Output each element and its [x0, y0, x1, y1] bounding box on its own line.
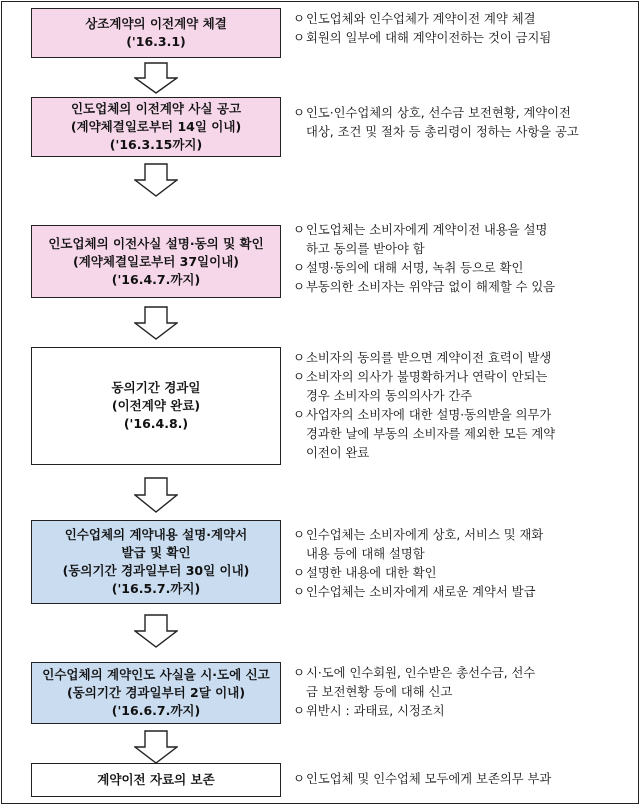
- note-line: 위반시 : 과태료, 시정조치: [306, 704, 445, 718]
- step-4-notes: [293, 349, 633, 463]
- step-7-line-1: 계약이전 자료의 보존: [97, 772, 215, 787]
- step-5-note-1: [293, 526, 633, 564]
- note-line: 하고 동의를 받아야 함: [306, 242, 425, 256]
- step-5-line-1: 인수업체의 계약내용 설명·계약서: [64, 527, 248, 542]
- step-7-box: [31, 763, 281, 797]
- note-line: 설명한 내용에 대한 확인: [306, 566, 437, 580]
- step-5-notes: [293, 526, 633, 602]
- step-3-note-1: [293, 221, 633, 259]
- step-1-note-2: [293, 29, 633, 48]
- circle-bullet-icon: ㅇ: [293, 408, 305, 422]
- step-6-note-2: [293, 702, 633, 721]
- step-2-line-1: 인도업체의 이전계약 사실 공고: [70, 101, 242, 116]
- step-2-note-1: [293, 104, 633, 142]
- note-line: 인도·인수업체의 상호, 선수금 보전현황, 계약이전: [306, 106, 571, 120]
- step-5-line-2: 발급 및 확인: [121, 545, 191, 560]
- note-line: 경우 소비자의 동의의사가 간주: [306, 389, 473, 403]
- step-1-line-2: ('16.3.1): [126, 34, 186, 49]
- step-7-note-1: [293, 770, 633, 789]
- circle-bullet-icon: ㅇ: [293, 223, 305, 237]
- note-line: 인도업체 및 인수업체 모두에게 보존의무 부과: [306, 772, 552, 786]
- step-2-box: [31, 97, 281, 157]
- step-6-line-1: 인수업체의 계약인도 사실을 시·도에 신고: [42, 667, 270, 682]
- circle-bullet-icon: ㅇ: [293, 280, 305, 294]
- circle-bullet-icon: ㅇ: [293, 666, 305, 680]
- step-2-notes: [293, 104, 633, 142]
- step-3-box: [31, 225, 281, 298]
- circle-bullet-icon: ㅇ: [293, 261, 305, 275]
- step-2-line-3: ('16.3.15까지): [109, 137, 203, 152]
- step-3-notes: [293, 221, 633, 297]
- step-4-note-2: [293, 368, 633, 406]
- note-line: 인도업체는 소비자에게 계약이전 내용을 설명: [306, 223, 548, 237]
- down-arrow-icon: [134, 477, 178, 513]
- note-line: 소비자의 의사가 불명확하거나 연락이 안되는: [306, 370, 548, 384]
- note-line: 소비자의 동의를 받으면 계약이전 효력이 발생: [306, 351, 552, 365]
- step-5-line-4: ('16.5.7.까지): [111, 581, 201, 596]
- step-3-line-1: 인도업체의 이전사실 설명·동의 및 확인: [48, 235, 264, 251]
- circle-bullet-icon: ㅇ: [293, 566, 305, 580]
- step-4-note-3: [293, 406, 633, 463]
- circle-bullet-icon: ㅇ: [293, 528, 305, 542]
- note-line: 이전이 완료: [306, 446, 370, 460]
- note-line: 내용 등에 대해 설명함: [306, 547, 425, 561]
- step-6-box: [31, 662, 281, 724]
- note-line: 인수업체는 소비자에게 상호, 서비스 및 재화: [306, 528, 544, 542]
- circle-bullet-icon: ㅇ: [293, 106, 305, 120]
- step-6-note-1: [293, 664, 633, 702]
- circle-bullet-icon: ㅇ: [293, 31, 305, 45]
- note-line: 사업자의 소비자에 대한 설명·동의받을 의무가: [306, 408, 552, 422]
- circle-bullet-icon: ㅇ: [293, 585, 305, 599]
- step-3-note-2: [293, 259, 633, 278]
- step-5-note-2: [293, 564, 633, 583]
- step-5-note-3: [293, 583, 633, 602]
- step-4-note-1: [293, 349, 633, 368]
- step-4-line-2: (이전계약 완료): [111, 398, 201, 413]
- step-3-line-2: (계약체결일로부터 37일이내): [73, 253, 239, 269]
- circle-bullet-icon: ㅇ: [293, 370, 305, 384]
- step-4-box: [31, 347, 281, 465]
- note-line: 설명·동의에 대해 서명, 녹취 등으로 확인: [306, 261, 524, 275]
- circle-bullet-icon: ㅇ: [293, 772, 305, 786]
- step-3-note-3: [293, 278, 633, 297]
- step-4-line-1: 동의기간 경과일: [111, 380, 201, 395]
- step-1-notes: [293, 10, 633, 48]
- step-7-notes: [293, 770, 633, 789]
- step-6-notes: [293, 664, 633, 721]
- down-arrow-icon: [134, 614, 178, 648]
- step-5-line-3: (동의기간 경과일부터 30일 이내): [62, 563, 250, 578]
- note-line: 인도업체와 인수업체가 계약이전 계약 체결: [306, 12, 536, 26]
- step-5-box: [31, 520, 281, 604]
- down-arrow-icon: [134, 163, 178, 197]
- step-1-line-1: 상조계약의 이전계약 체결: [85, 16, 227, 31]
- down-arrow-icon: [134, 62, 178, 94]
- down-arrow-icon: [134, 730, 178, 764]
- down-arrow-icon: [134, 306, 178, 340]
- step-4-line-3: ('16.4.8.): [123, 416, 189, 431]
- circle-bullet-icon: ㅇ: [293, 351, 305, 365]
- circle-bullet-icon: ㅇ: [293, 704, 305, 718]
- note-line: 금 보전현황 등에 대해 신고: [306, 685, 453, 699]
- note-line: 회원의 일부에 대해 계약이전하는 것이 금지됨: [306, 31, 552, 45]
- note-line: 인수업체는 소비자에게 새로운 계약서 발급: [306, 585, 536, 599]
- step-1-box: [31, 8, 281, 58]
- step-1-note-1: [293, 10, 633, 29]
- note-line: 대상, 조건 및 절차 등 총리령이 정하는 사항을 공고: [306, 125, 579, 139]
- step-2-line-2: (계약체결일로부터 14일 이내): [70, 119, 242, 134]
- note-line: 경과한 날에 부동의 소비자를 제외한 모든 계약: [306, 427, 556, 441]
- step-6-line-2: (동의기간 경과일부터 2달 이내): [66, 685, 246, 700]
- note-line: 부동의한 소비자는 위약금 없이 해제할 수 있음: [306, 280, 556, 294]
- step-6-line-3: ('16.6.7.까지): [111, 703, 201, 718]
- note-line: 시·도에 인수회원, 인수받은 총선수금, 선수: [306, 666, 536, 680]
- step-3-line-3: ('16.4.7.까지): [111, 271, 201, 287]
- circle-bullet-icon: ㅇ: [293, 12, 305, 26]
